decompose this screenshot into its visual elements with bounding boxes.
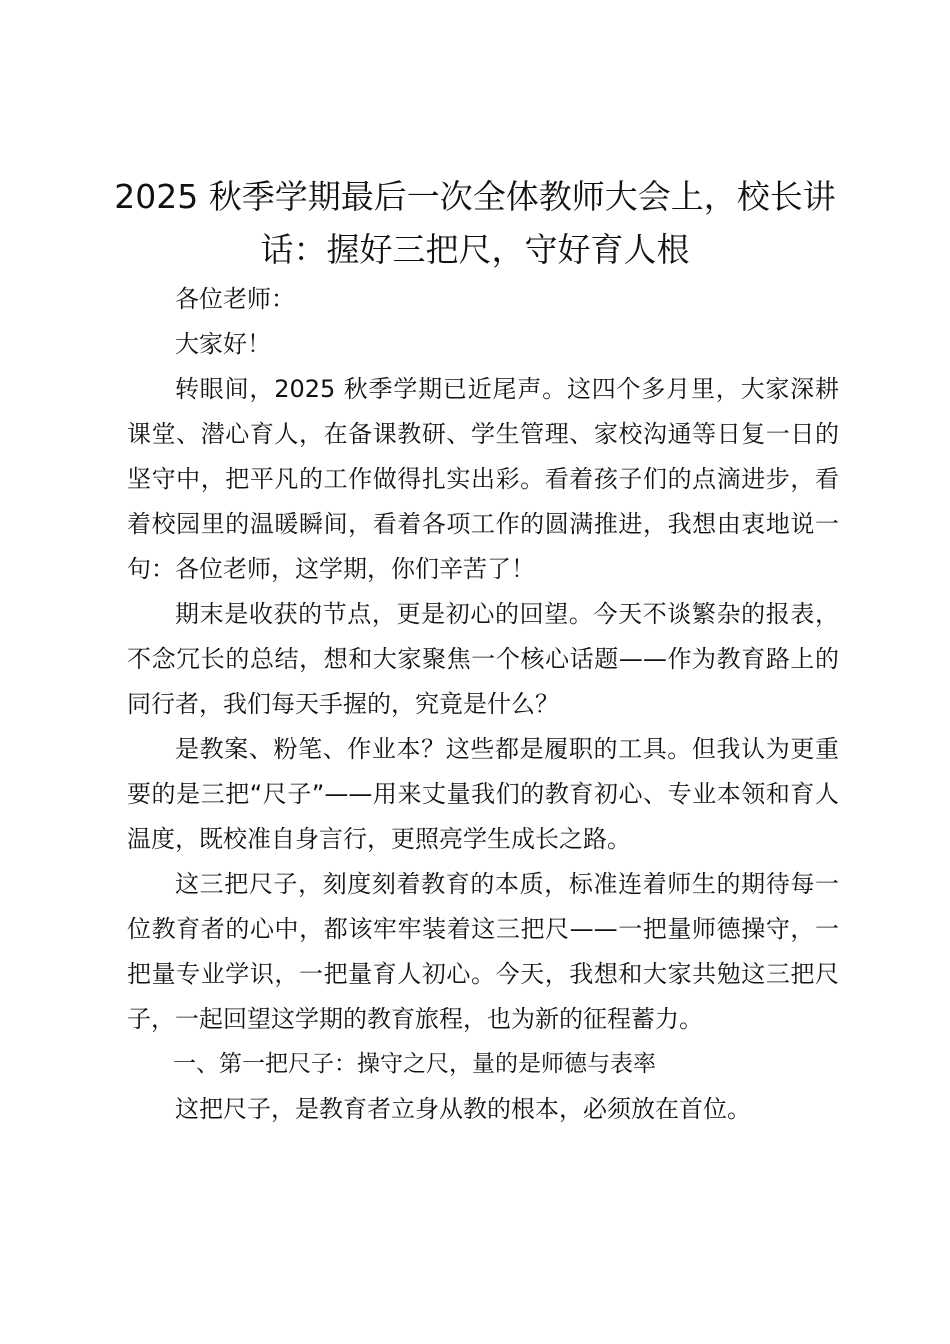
paragraph: 转眼间，2025 秋季学期已近尾声。这四个多月里，大家深耕课堂、潜心育人，在备课教研、学生管理、家校沟通等日复一日的坚守中，把平凡的工作做得扎实出彩。看着孩子们的点滴进步，看着校园里的温暖瞬间，看着各项工作的圆满推进，我想由衷地说一句：各位老师，这学期，你们辛苦了！ <box>127 375 839 583</box>
greeting: 大家好！ <box>175 330 271 358</box>
document-title: 2025 秋季学期最后一次全体教师大会上，校长讲话：握好三把尺，守好育人根 <box>114 177 836 269</box>
paragraph: 这把尺子，是教育者立身从教的根本，必须放在首位。 <box>175 1095 751 1123</box>
paragraph: 是教案、粉笔、作业本？这些都是履职的工具。但我认为更重要的是三把“尺子”——用来丈量我们的教育初心、专业本领和育人温度，既校准自身言行，更照亮学生成长之路。 <box>127 735 839 853</box>
salutation: 各位老师： <box>175 285 295 313</box>
section-heading: 一、第一把尺子：操守之尺，量的是师德与表率 <box>173 1051 656 1077</box>
document-body <box>127 277 839 1132</box>
paragraph: 这三把尺子，刻度刻着教育的本质，标准连着师生的期待每一位教育者的心中，都该牢牢装着这三把尺——一把量师德操守，一把量专业学识，一把量育人初心。今天，我想和大家共勉这三把尺子，一起回望这学期的教育旅程，也为新的征程蓄力。 <box>127 870 839 1033</box>
paragraph: 期末是收获的节点，更是初心的回望。今天不谈繁杂的报表，不念冗长的总结，想和大家聚焦一个核心话题——作为教育路上的同行者，我们每天手握的，究竟是什么？ <box>127 600 839 718</box>
